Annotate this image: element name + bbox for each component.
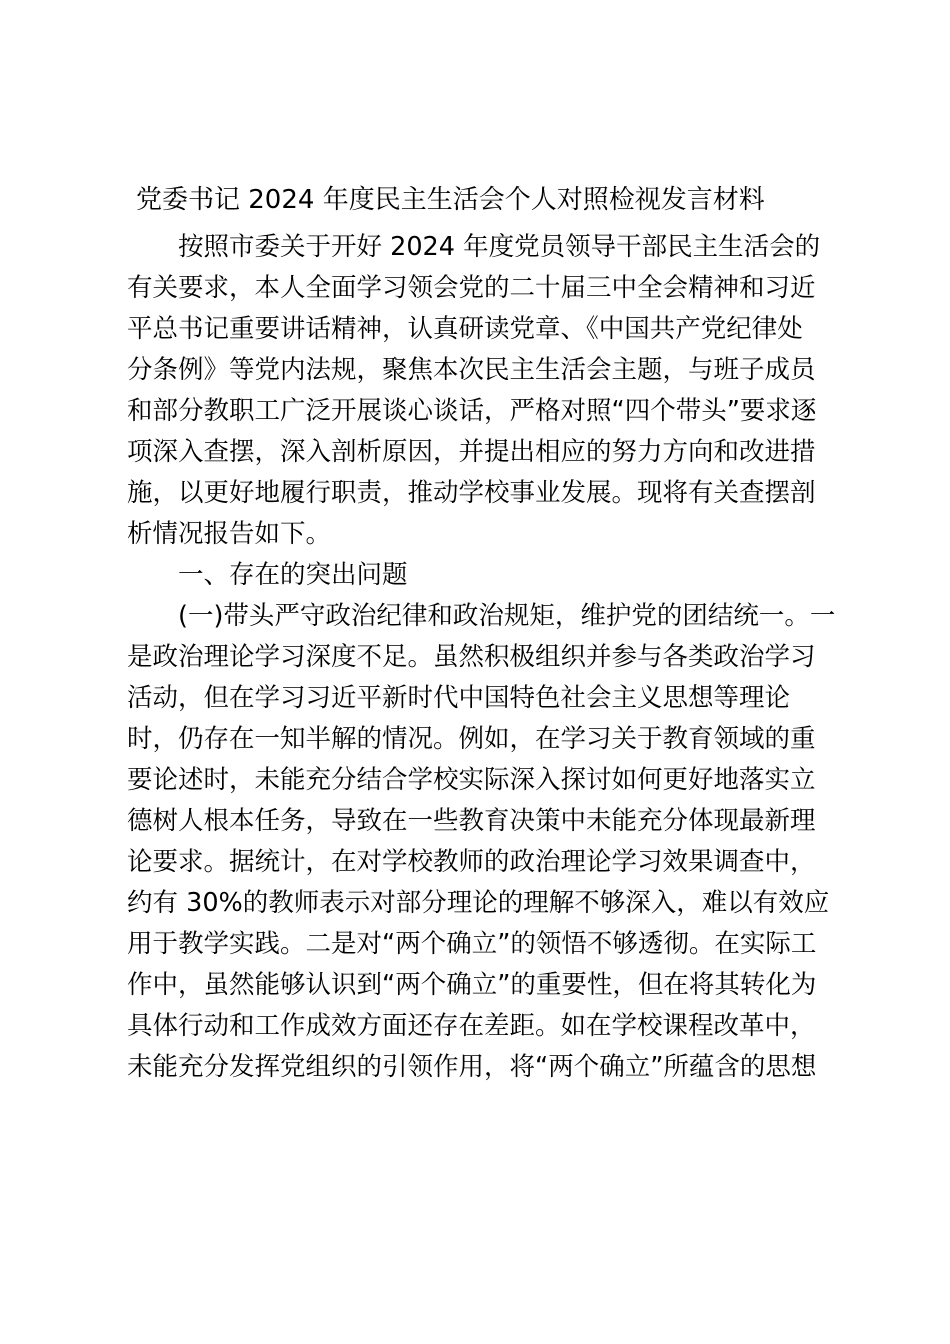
paragraph-line: 论要求。据统计，在对学校教师的政治理论学习效果调查中， — [127, 847, 816, 877]
paragraph-line: 活动，但在学习习近平新时代中国特色社会主义思想等理论 — [127, 683, 791, 713]
paragraph-line: 德树人根本任务，导致在一些教育决策中未能充分体现最新理 — [127, 806, 816, 836]
paragraph-line: (一)带头严守政治纪律和政治规矩，维护党的团结统一。一 — [178, 601, 836, 631]
paragraph-line: 具体行动和工作成效方面还存在差距。如在学校课程改革中， — [127, 1011, 816, 1041]
paragraph-line: 是政治理论学习深度不足。虽然积极组织并参与各类政治学习 — [127, 642, 816, 672]
paragraph-line: 项深入查摆，深入剖析原因，并提出相应的努力方向和改进措 — [127, 437, 816, 467]
section-heading: 一、存在的突出问题 — [178, 560, 408, 590]
paragraph-line: 分条例》等党内法规，聚焦本次民主生活会主题，与班子成员 — [127, 355, 816, 385]
document-title: 党委书记 2024 年度民主生活会个人对照检视发言材料 — [136, 185, 765, 215]
paragraph-line: 用于教学实践。二是对“两个确立”的领悟不够透彻。在实际工 — [127, 929, 817, 959]
paragraph-line: 作中，虽然能够认识到“两个确立”的重要性，但在将其转化为 — [127, 970, 817, 1000]
paragraph-line: 约有 30%的教师表示对部分理论的理解不够深入，难以有效应 — [127, 888, 830, 918]
paragraph-line: 有关要求，本人全面学习领会党的二十届三中全会精神和习近 — [127, 273, 816, 303]
paragraph-line: 和部分教职工广泛开展谈心谈话，严格对照“四个带头”要求逐 — [127, 396, 817, 426]
paragraph-line: 施，以更好地履行职责，推动学校事业发展。现将有关查摆剖 — [127, 478, 816, 508]
paragraph-line: 未能充分发挥党组织的引领作用，将“两个确立”所蕴含的思想 — [127, 1052, 817, 1082]
paragraph-line: 时，仍存在一知半解的情况。例如，在学习关于教育领域的重 — [127, 724, 816, 754]
paragraph-line: 按照市委关于开好 2024 年度党员领导干部民主生活会的 — [178, 232, 821, 262]
paragraph-line: 要论述时，未能充分结合学校实际深入探讨如何更好地落实立 — [127, 765, 816, 795]
paragraph-line: 析情况报告如下。 — [127, 519, 332, 549]
paragraph-line: 平总书记重要讲话精神，认真研读党章、《中国共产党纪律处 — [127, 314, 803, 344]
